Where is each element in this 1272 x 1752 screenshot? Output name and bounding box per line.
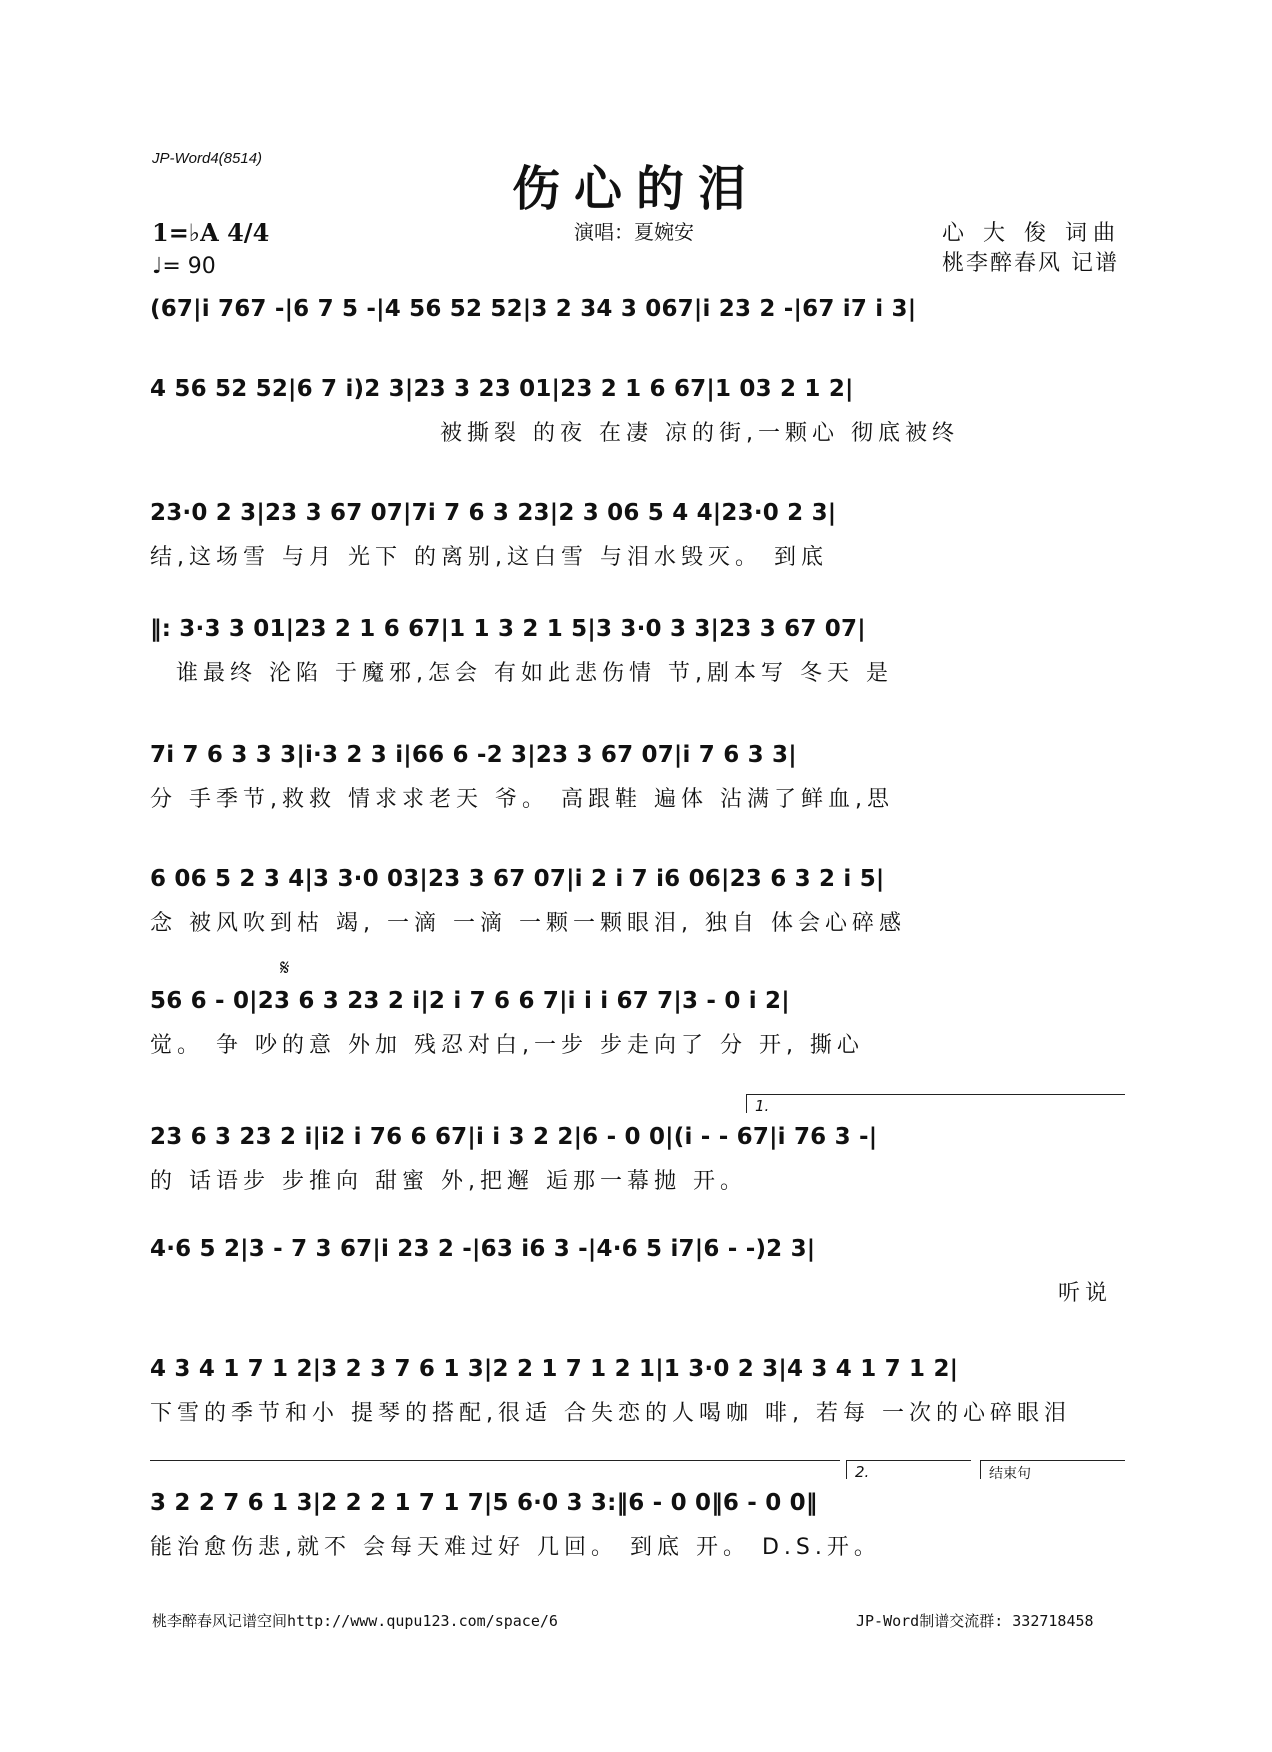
ending-label: 结束句 xyxy=(989,1466,1031,1482)
lyrics-line-6: 念 被风吹到枯 竭, 一滴 一滴 一颗一颗眼泪, 独自 体会心碎感 xyxy=(150,911,906,936)
notation-line-3: 23·0 2 3|23 3 67 07|7i 7 6 3 23|2 3 06 5 4 4|23·0 2 3| xyxy=(150,500,837,526)
lyrics-line-3: 结,这场雪 与月 光下 的离别,这白雪 与泪水毁灭。 到底 xyxy=(150,545,828,570)
footer-group: JP-Word制谱交流群: 332718458 xyxy=(856,1612,1094,1630)
notation-line-2: 4 56 52 52|6 7 i)2 3|23 3 23 01|23 2 1 6 67|1 03 2 1 2| xyxy=(150,376,854,402)
notation-line-6: 6 06 5 2 3 4|3 3·0 03|23 3 67 07|i 2 i 7 i6 06|23 6 3 2 i 5| xyxy=(150,866,885,892)
song-title: 伤心的泪 xyxy=(511,161,760,217)
key-signature: 1=♭A 4/4 xyxy=(152,218,270,247)
volta-2-label: 2. xyxy=(855,1463,870,1481)
volta-1-label: 1. xyxy=(755,1097,770,1115)
lyrics-line-5: 分 手季节,救救 情求求老天 爷。 高跟鞋 遍体 沾满了鲜血,思 xyxy=(150,787,894,812)
volta-bracket-1 xyxy=(746,1094,1125,1113)
segno-mark: 𝄋 xyxy=(280,956,290,981)
repeat-span-line xyxy=(150,1460,840,1479)
lyrics-line-11: 能治愈伤悲,就不 会每天难过好 几回。 到底 开。 D.S.开。 xyxy=(150,1535,881,1560)
notation-line-7: 56 6 - 0|23 6 3 23 2 i|2 i 7 6 6 7|i i i 67 7|3 - 0 i 2| xyxy=(150,988,790,1014)
singer-credit: 演唱：夏婉安 xyxy=(574,220,694,244)
lyrics-line-10: 下雪的季节和小 提琴的搭配,很适 合失恋的人喝咖 啡, 若每 一次的心碎眼泪 xyxy=(150,1401,1071,1426)
notation-line-4: ‖: 3·3 3 01|23 2 1 6 67|1 1 3 2 1 5|3 3·0 3 3|23 3 67 07| xyxy=(150,616,866,642)
lyrics-line-9: 听说 xyxy=(1058,1281,1113,1306)
notation-line-10: 4 3 4 1 7 1 2|3 2 3 7 6 1 3|2 2 1 7 1 2 1|1 3·0 2 3|4 3 4 1 7 1 2| xyxy=(150,1356,959,1382)
lyrics-line-8: 的 话语步 步推向 甜蜜 外,把邂 逅那一幕抛 开。 xyxy=(150,1169,747,1194)
lyrics-line-2: 被撕裂 的夜 在凄 凉的街,一颗心 彻底被终 xyxy=(440,421,959,446)
software-label: JP-Word4(8514) xyxy=(152,150,263,167)
lyrics-line-7: 觉。 争 吵的意 外加 残忍对白,一步 步走向了 分 开, 撕心 xyxy=(150,1033,864,1058)
notation-credit: 桃李醉春风 记谱 xyxy=(942,251,1119,276)
volta-bracket-2 xyxy=(846,1460,971,1479)
notation-line-1: (67|i 767 -|6 7 5 -|4 56 52 52|3 2 34 3 067|i 23 2 -|67 i7 i 3| xyxy=(150,296,917,322)
composer-credit: 心 大 俊 词曲 xyxy=(942,221,1121,246)
notation-line-8: 23 6 3 23 2 i|i2 i 76 6 67|i i 3 2 2|6 - 0 0|(i - - 67|i 76 3 -| xyxy=(150,1124,878,1150)
tempo-marking: ♩= 90 xyxy=(152,254,216,279)
notation-line-9: 4·6 5 2|3 - 7 3 67|i 23 2 -|63 i6 3 -|4·6 5 i7|6 - -)2 3| xyxy=(150,1236,816,1262)
lyrics-line-4: 谁最终 沦陷 于魔邪,怎会 有如此悲伤情 节,剧本写 冬天 是 xyxy=(176,661,893,686)
footer-website: 桃李醉春风记谱空间http://www.qupu123.com/space/6 xyxy=(152,1612,558,1630)
notation-line-11: 3 2 2 7 6 1 3|2 2 2 1 7 1 7|5 6·0 3 3:‖6 - 0 0‖6 - 0 0‖ xyxy=(150,1490,818,1516)
ending-bracket xyxy=(980,1460,1125,1482)
notation-line-5: 7i 7 6 3 3 3|i·3 2 3 i|66 6 -2 3|23 3 67 07|i 7 6 3 3| xyxy=(150,742,797,768)
